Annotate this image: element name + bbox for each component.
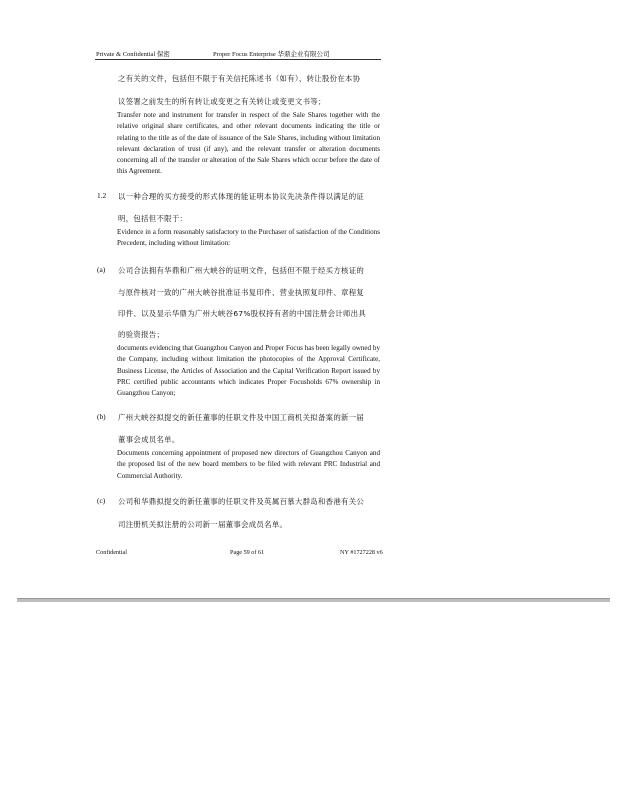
- footer-doc-id: NY #1727228 v6: [340, 549, 383, 556]
- intro-zh-line-2: 议签署之前发生的所有转让或变更之有关转让或变更文书等；: [118, 97, 326, 106]
- clause-zh-line-2: 明，包括但不限于：: [118, 214, 188, 223]
- item-a-zh-line-3: 印件、以及显示华鼎为广州大峡谷67%股权持有者的中国注册会计师出具: [118, 309, 367, 318]
- clause-number: 1.2: [97, 191, 107, 200]
- item-a-zh-line-1: 公司合法拥有华鼎和广州大峡谷的证明文件，包括但不限于经买方核证的: [118, 266, 365, 275]
- item-b-en-paragraph: Documents concerning appointment of proposed new directors of Guangzhou Canyon and the proposed list of the new board members to be filed with relevant PRC Industrial and Commercial Authority.: [117, 449, 380, 480]
- item-a-label: (a): [97, 265, 106, 274]
- item-b-zh-line-1: 广州大峡谷拟提交的新任董事的任职文件及中国工商机关拟备案的新一届: [118, 413, 365, 422]
- clause-en-paragraph: Evidence in a form reasonably satisfactory to the Purchaser of satisfaction of the Conditions Precedent, including without limitation:: [117, 228, 380, 248]
- item-a-zh-line-4: 的验资报告；: [118, 330, 165, 339]
- item-a-zh-line-2: 与原件核对一致的广州大峡谷批准证书复印件、营业执照复印件、章程复: [118, 288, 365, 297]
- item-c-zh-line-1: 公司和华鼎拟提交的新任董事的任职文件及英属百慕大群岛和香港有关公: [118, 497, 365, 506]
- intro-zh-line-1: 之有关的文件，包括但不限于有关信托陈述书（如有）、转让股份在本协: [118, 74, 361, 83]
- item-c-zh-line-2: 司注册机关拟注册的公司新一届董事会成员名单。: [118, 520, 288, 529]
- header-rule: [95, 59, 381, 60]
- footer-left: Confidential: [96, 549, 127, 556]
- page-separator-bar: [17, 598, 610, 602]
- header-left: Private & Confidential 保密: [96, 51, 170, 58]
- intro-en-paragraph: Transfer note and instrument for transfer in respect of the Sale Shares together with the relative original share certificates, and other relevant documents indicating the title or relating to the title as of the date of issuance of the Sale Shares, including without limitation relevant declaration of trust (if any), and the relevant transfer or alteration documents concerning all of the transfer or alteration of the Sale Shares which occur before the date of this Agreement.: [117, 111, 380, 176]
- item-b-zh-line-2: 董事会成员名单。: [118, 435, 180, 444]
- item-a-en-paragraph: documents evidencing that Guangzhou Canyon and Proper Focus has been legally owned by the Company, including without limitation the photocopies of the Approval Certificate, Business License, the Articles of Association and the Capital Verification Report issued by PRC certified public accountants which indicates Proper Focusholds 67% ownership in Guangzhou Canyon;: [117, 344, 380, 398]
- footer-page-number: Page 59 of 61: [230, 549, 265, 556]
- item-c-label: (c): [97, 496, 106, 505]
- header-right: Proper Focus Enterprise 华鼎企业有限公司: [213, 51, 330, 58]
- clause-zh-line-1: 以一种合理的买方接受的形式体现的能证明本协议先决条件得以满足的证: [118, 192, 365, 201]
- item-b-label: (b): [97, 412, 106, 421]
